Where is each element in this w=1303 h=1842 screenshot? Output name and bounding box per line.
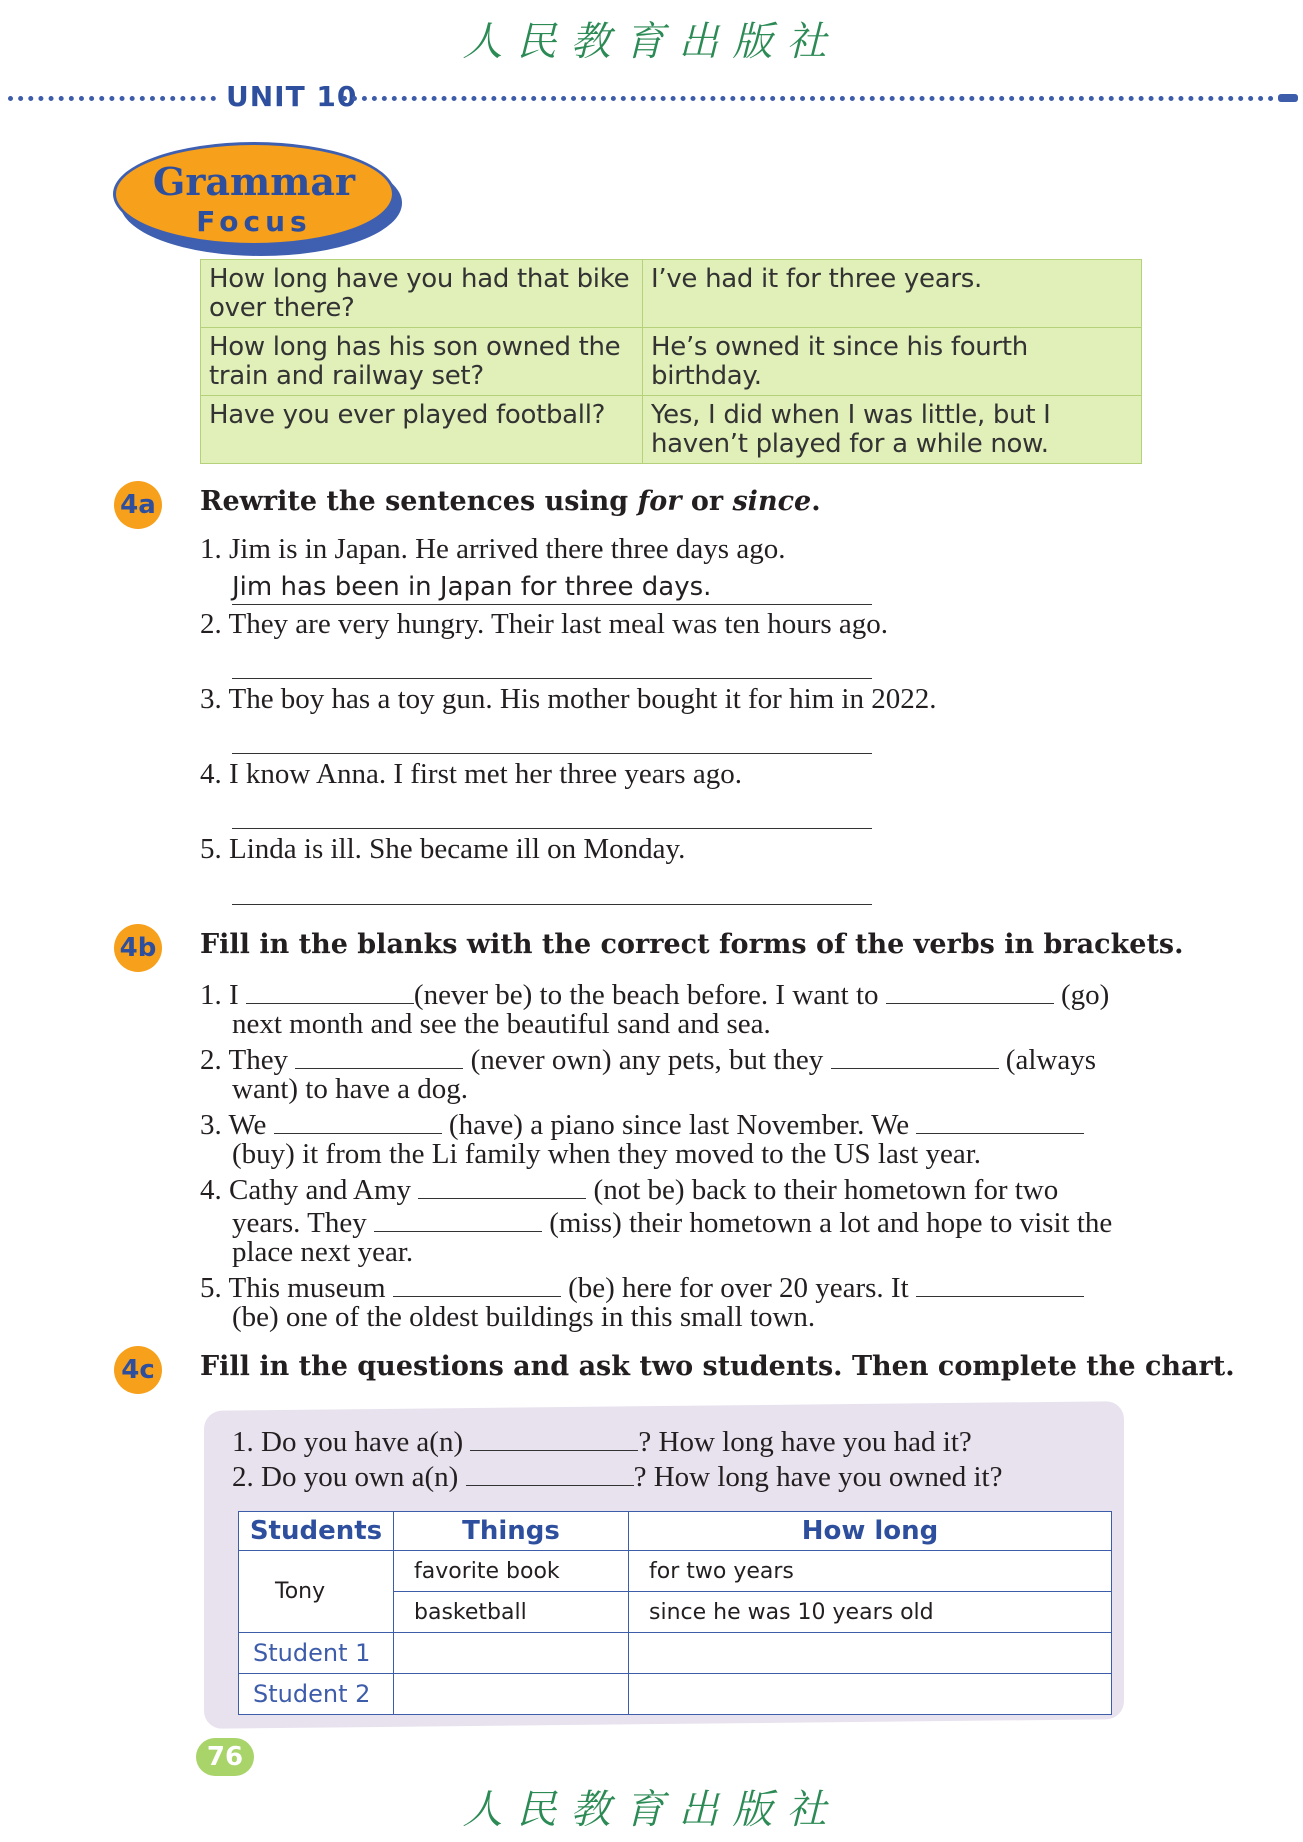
table-header-row <box>239 1512 1112 1551</box>
blank-field[interactable] <box>886 975 1054 1004</box>
exercise-4a-item-2: 2. They are very hungry. Their last meal was ten hours ago. <box>200 608 889 640</box>
how-long-cell-empty[interactable] <box>629 1674 1112 1715</box>
grammar-focus-subtitle: Focus <box>196 205 312 238</box>
student-2-label: Student 2 <box>239 1674 394 1715</box>
text: 4. Cathy and Amy <box>200 1174 412 1206</box>
text: 2. Do you own a(n) <box>232 1461 459 1493</box>
text: ? How long have you had it? <box>638 1426 972 1458</box>
text: 5. This museum <box>200 1272 386 1304</box>
thing-cell: basketball <box>394 1592 629 1633</box>
thing-cell: favorite book <box>394 1551 629 1592</box>
blank-field[interactable] <box>295 1040 463 1069</box>
unit-title: UNIT 10 <box>226 80 358 113</box>
text: (have) a piano since last November. We <box>448 1109 910 1141</box>
exercise-4c-instruction: Fill in the questions and ask two students. Then complete the chart. <box>200 1351 1235 1382</box>
text: (always <box>1005 1044 1096 1076</box>
exercise-4c-question-1 <box>232 1422 972 1458</box>
text: 3. We <box>200 1109 267 1141</box>
blank-field[interactable] <box>418 1170 586 1199</box>
exercise-4a-item-1: 1. Jim is in Japan. He arrived there three days ago. <box>200 533 786 565</box>
table-row <box>201 328 1142 396</box>
blank-field[interactable] <box>916 1105 1084 1134</box>
publisher-logo-bottom: 人民教育出版社 <box>462 1787 841 1833</box>
exercise-4b-item-2 <box>200 1040 1096 1076</box>
answer-line-5[interactable] <box>232 904 872 905</box>
publisher-logo-top: 人民教育出版社 <box>462 19 841 65</box>
exercise-4a-item-3: 3. The boy has a toy gun. His mother bought it for him in 2022. <box>200 683 937 715</box>
header-students: Students <box>239 1512 394 1551</box>
page-number: 76 <box>196 1738 254 1776</box>
header-things: Things <box>394 1512 629 1551</box>
how-long-cell: for two years <box>629 1551 1112 1592</box>
text: (never be) to the beach before. I want to <box>413 979 879 1011</box>
table-row <box>201 396 1142 464</box>
blank-field[interactable] <box>393 1268 561 1297</box>
text: years. They <box>232 1207 367 1239</box>
blank-field[interactable] <box>916 1268 1084 1297</box>
exercise-4b-item-5-cont: (be) one of the oldest buildings in this small town. <box>232 1301 816 1333</box>
blank-field[interactable] <box>274 1105 442 1134</box>
header-dash <box>1278 94 1298 102</box>
student-1-label: Student 1 <box>239 1633 394 1674</box>
instruction-since: since <box>732 486 812 517</box>
instruction-text: Rewrite the sentences using <box>200 486 638 517</box>
text: 1. Do you have a(n) <box>232 1426 464 1458</box>
exercise-4b-item-3-cont: (buy) it from the Li family when they moved to the US last year. <box>232 1138 982 1170</box>
text: (go) <box>1061 979 1110 1011</box>
header-how-long: How long <box>629 1512 1112 1551</box>
text: 2. They <box>200 1044 289 1076</box>
blank-field[interactable] <box>466 1457 634 1486</box>
text: (be) here for over 20 years. It <box>568 1272 909 1304</box>
exercise-4b-item-2-cont: want) to have a dog. <box>232 1073 468 1105</box>
student-name-tony: Tony <box>239 1551 394 1633</box>
exercise-4b-item-1 <box>200 975 1109 1011</box>
thing-cell-empty[interactable] <box>394 1674 629 1715</box>
exercise-4b-item-4-cont <box>232 1203 1112 1239</box>
answer-line-3[interactable] <box>232 753 872 754</box>
answer-line-4[interactable] <box>232 828 872 829</box>
how-long-cell-empty[interactable] <box>629 1633 1112 1674</box>
blank-field[interactable] <box>831 1040 999 1069</box>
grammar-focus-table <box>200 259 1142 464</box>
table-row <box>239 1551 1112 1592</box>
instruction-or: or <box>681 486 733 517</box>
exercise-4a-item-5: 5. Linda is ill. She became ill on Monday. <box>200 833 686 865</box>
instruction-for: for <box>637 486 682 517</box>
grammar-question: How long have you had that bike over there? <box>201 260 643 328</box>
grammar-focus-title: Grammar <box>152 159 356 204</box>
answer-line-1[interactable] <box>232 604 872 605</box>
grammar-question: How long has his son owned the train and railway set? <box>201 328 643 396</box>
header-dots-left <box>8 96 216 101</box>
grammar-focus-badge <box>113 142 395 246</box>
text: (miss) their hometown a lot and hope to visit the <box>549 1207 1113 1239</box>
exercise-4c-badge: 4c <box>114 1346 162 1394</box>
grammar-answer: I’ve had it for three years. <box>643 260 1142 328</box>
exercise-4b-item-1-cont: next month and see the beautiful sand and sea. <box>232 1008 771 1040</box>
text: (not be) back to their hometown for two <box>593 1174 1059 1206</box>
exercise-4b-item-4-cont2: place next year. <box>232 1236 414 1268</box>
exercise-4b-instruction: Fill in the blanks with the correct forms of the verbs in brackets. <box>200 929 1184 960</box>
grammar-answer: Yes, I did when I was little, but I haven’t played for a while now. <box>643 396 1142 464</box>
table-row <box>201 260 1142 328</box>
blank-field[interactable] <box>470 1422 638 1451</box>
exercise-4b-item-3 <box>200 1105 1084 1141</box>
text: ? How long have you owned it? <box>633 1461 1003 1493</box>
table-row <box>239 1674 1112 1715</box>
how-long-cell: since he was 10 years old <box>629 1592 1112 1633</box>
exercise-4b-badge: 4b <box>114 924 162 972</box>
exercise-4b-item-5 <box>200 1268 1084 1304</box>
grammar-answer: He’s owned it since his fourth birthday. <box>643 328 1142 396</box>
exercise-4b-item-4 <box>200 1170 1058 1206</box>
table-row <box>239 1633 1112 1674</box>
blank-field[interactable] <box>374 1203 542 1232</box>
grammar-question: Have you ever played football? <box>201 396 643 464</box>
text: 1. I <box>200 979 239 1011</box>
text: (never own) any pets, but they <box>470 1044 824 1076</box>
survey-chart-table <box>238 1511 1112 1715</box>
exercise-4a-instruction <box>200 486 821 517</box>
exercise-4c-question-2 <box>232 1457 1002 1493</box>
exercise-4a-item-4: 4. I know Anna. I first met her three years ago. <box>200 758 742 790</box>
answer-line-2[interactable] <box>232 678 872 679</box>
instruction-period: . <box>811 486 821 517</box>
exercise-4a-example-answer: Jim has been in Japan for three days. <box>232 572 712 602</box>
blank-field[interactable] <box>246 975 414 1004</box>
header-dots-right <box>342 96 1274 101</box>
exercise-4a-badge: 4a <box>114 481 162 529</box>
thing-cell-empty[interactable] <box>394 1633 629 1674</box>
